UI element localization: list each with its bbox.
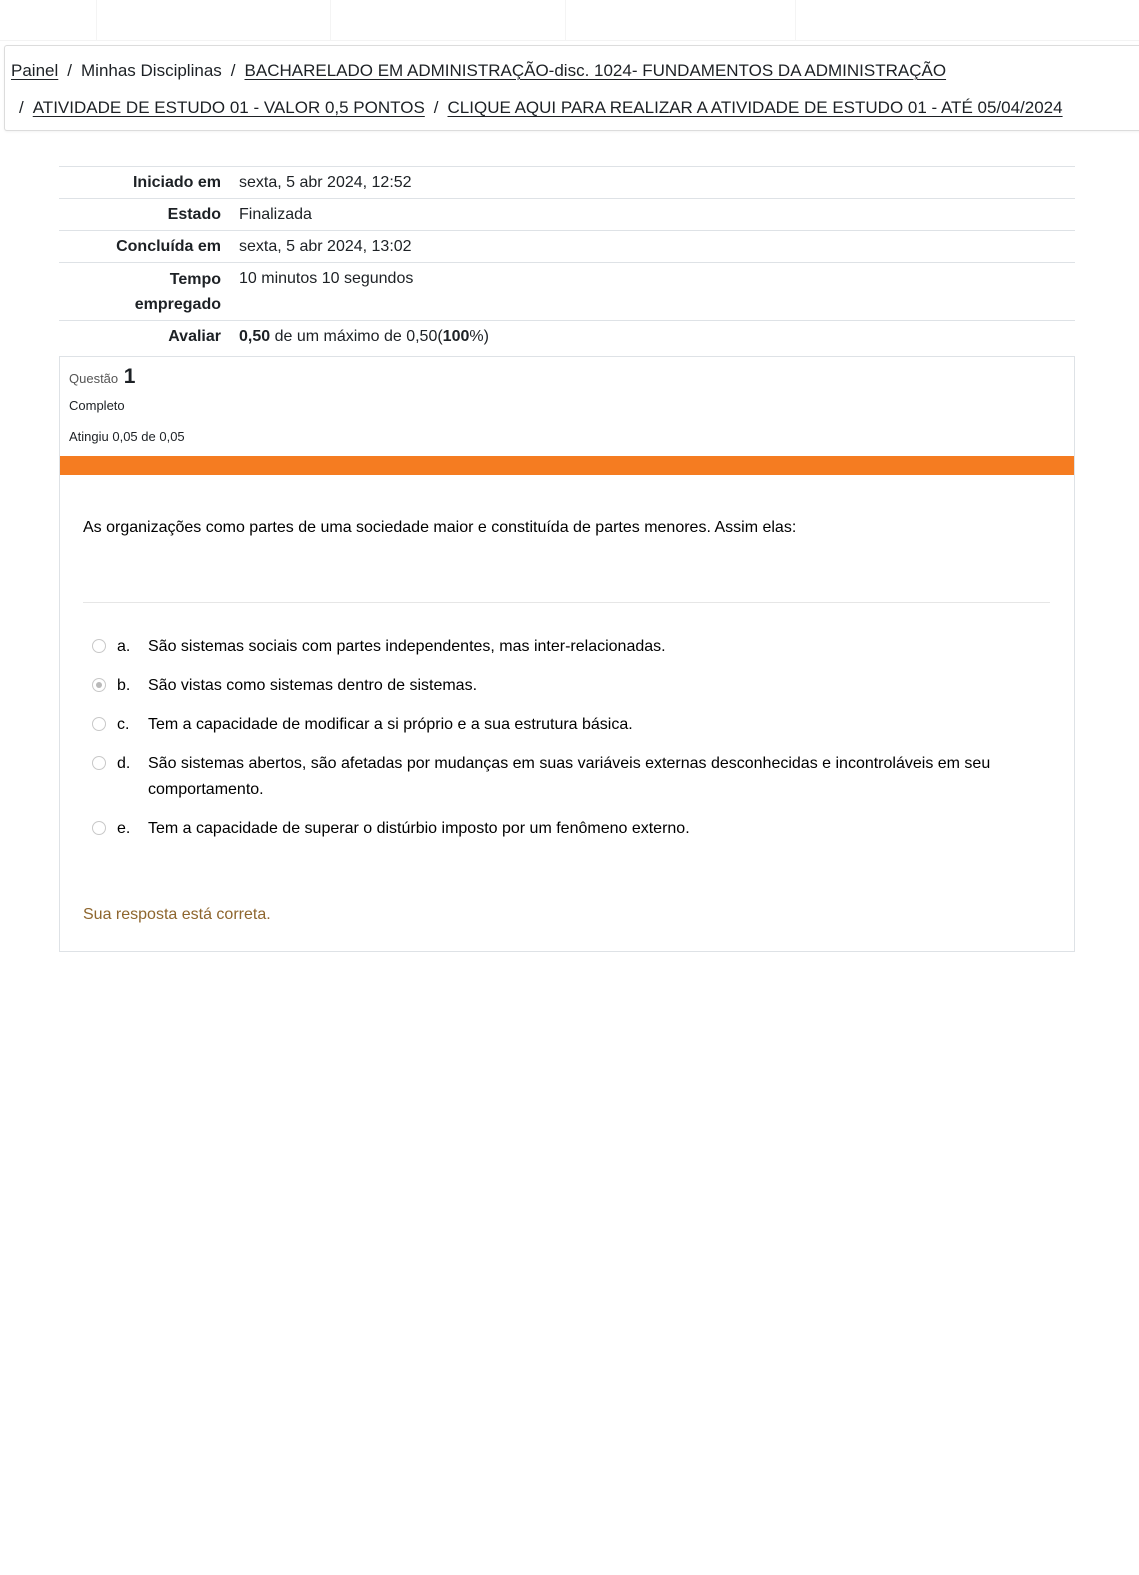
summary-label: Estado [167,206,221,223]
breadcrumb-line-1 [11,61,946,81]
answer-option-d[interactable] [92,751,1032,803]
summary-row-grade [59,321,1075,352]
grade-text: de um máximo de 0,50( [270,328,443,345]
breadcrumb-separator: / [433,98,439,117]
question-info [69,365,185,444]
summary-value: Finalizada [239,206,312,223]
breadcrumb-painel-link[interactable]: Painel [11,61,59,80]
answer-text: Tem a capacidade de superar o distúrbio imposto por um fenômeno externo. [148,820,690,837]
quiz-summary-table [59,166,1075,352]
faint-divider [795,0,796,40]
grade-score: 0,50 [239,328,271,345]
summary-row-state [59,199,1075,231]
question-number-value: 1 [123,365,136,388]
question-number [69,365,185,389]
summary-label: Avaliar [168,328,221,345]
breadcrumb-separator: / [230,61,236,80]
faint-divider [565,0,566,40]
summary-label: Iniciado em [132,174,221,191]
answer-option-e[interactable] [92,816,1032,842]
summary-row-completed [59,231,1075,263]
breadcrumb-separator: / [67,61,72,80]
answer-option-c[interactable] [92,712,1032,738]
breadcrumb-course-link[interactable]: BACHARELADO EM ADMINISTRAÇÃO-disc. 1024- FUNDAMENTOS DA ADMINISTRAÇÃO [244,61,947,80]
summary-row-time [59,263,1075,321]
question-grade: Atingiu 0,05 de 0,05 [69,429,185,444]
answer-letter: c. [117,716,130,733]
breadcrumb-line-2 [19,98,1063,118]
question-text: As organizações como partes de uma sociedade maior e constituída de partes menores. Assim elas: [83,519,797,536]
answer-text: Tem a capacidade de modificar a si próprio e a sua estrutura básica. [148,716,633,733]
question-card [59,356,1075,952]
answer-letter: d. [117,755,131,772]
question-label: Questão [69,371,119,386]
summary-value: 10 minutos 10 segundos [239,270,414,287]
faint-divider [96,0,97,40]
radio-button[interactable] [92,821,106,835]
breadcrumb [4,45,1139,131]
answer-letter: b. [117,677,131,694]
radio-button[interactable] [92,717,106,731]
answer-text: São sistemas abertos, são afetadas por mudanças em suas variáveis externas desconhecidas e incontroláveis em seu comportamento. [148,755,991,798]
breadcrumb-quiz-link[interactable]: CLIQUE AQUI PARA REALIZAR A ATIVIDADE DE ESTUDO 01 - ATÉ 05/04/2024 [447,98,1063,117]
answer-feedback: Sua resposta está correta. [83,906,271,923]
answer-letter: a. [117,638,131,655]
breadcrumb-minhas-disciplinas: Minhas Disciplinas [81,61,222,80]
summary-row-started [59,167,1075,199]
summary-value [221,321,489,352]
answer-letter: e. [117,820,131,837]
radio-button[interactable] [92,756,106,770]
breadcrumb-separator: / [19,98,24,117]
answer-option-b[interactable] [92,673,1032,699]
answer-text: São sistemas sociais com partes independentes, mas inter-relacionadas. [148,638,666,655]
summary-label: Concluída em [116,238,221,255]
top-faint-strip [0,0,1139,41]
summary-value: sexta, 5 abr 2024, 13:02 [239,238,412,255]
question-state: Completo [69,398,125,413]
summary-label [59,263,221,320]
question-accent-bar [60,456,1074,475]
radio-button[interactable] [92,639,106,653]
answer-list [92,634,1032,855]
summary-value: sexta, 5 abr 2024, 12:52 [239,174,412,191]
summary-label-line: empregado [134,296,221,313]
grade-percent: 100 [442,328,470,345]
answer-text: São vistas como sistemas dentro de sistemas. [148,677,478,694]
grade-suffix: %) [469,328,489,345]
summary-label-line: Tempo [169,271,221,288]
radio-button-selected[interactable] [92,678,106,692]
question-divider [83,602,1050,603]
faint-divider [330,0,331,40]
breadcrumb-activity-link[interactable]: ATIVIDADE DE ESTUDO 01 - VALOR 0,5 PONTOS [32,98,425,117]
answer-option-a[interactable] [92,634,1032,660]
